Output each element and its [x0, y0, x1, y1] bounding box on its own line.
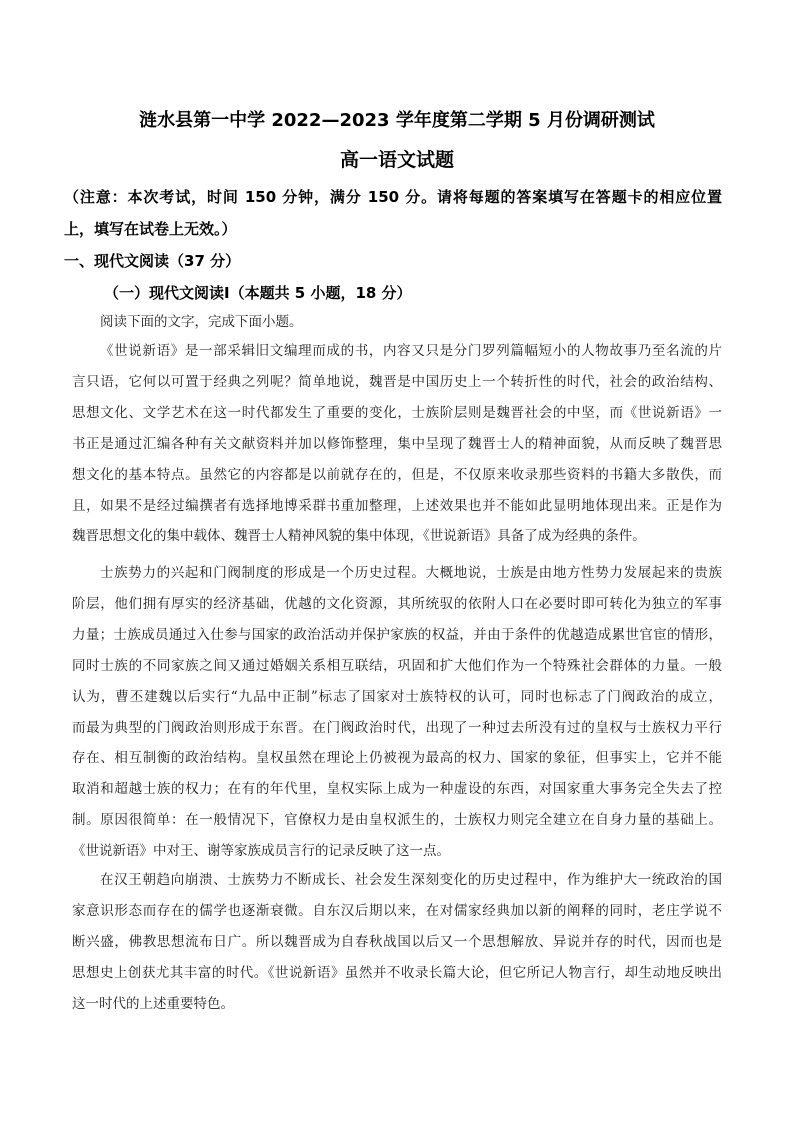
section-heading: 一、现代文阅读（37 分） [64, 252, 241, 270]
paragraph-line: 《世说新语》是一部采辑旧文编理而成的书，内容又只是分门罗列篇幅短小的人物故事乃至名流的片 [100, 343, 722, 359]
paragraph-line: 魏晋思想文化的集中载体、魏晋士人精神风貌的集中体现，《世说新语》具备了成为经典的条件。 [72, 528, 646, 545]
paragraph-line: 思想文化、文学艺术在这一时代都发生了重要的变化，士族阶层则是魏晋社会的中坚，而《世说新语》一 [72, 404, 722, 421]
paragraph-line: 士族势力的兴起和门阀制度的形成是一个历史过程。大概地说，士族是由地方性势力发展起来的贵族 [100, 565, 722, 581]
paragraph-line: 阶层，他们拥有厚实的经济基础，优越的文化资源，其所统驭的依附人口在必要时即可转化为独立的军事 [72, 595, 722, 612]
paragraph-line: 且，如果不是经过编撰者有选择地博采群书重加整理，上述效果也并不能如此显明地体现出来。正是作为 [72, 497, 722, 514]
paragraph-line: 思想史上创获尤其丰富的时代。《世说新语》虽然并不收录长篇大论，但它所记人物言行，却生动地反映出 [72, 964, 722, 981]
paragraph-line: 言只语，它何以可置于经典之列呢？简单地说，魏晋是中国历史上一个转折性的时代，社会的政治结构、 [72, 373, 722, 390]
paragraph-line: 取消和超越士族的权力；在有的年代里，皇权实际上成为一种虚设的东西，对国家重大事务完全失去了控 [72, 781, 722, 798]
paragraph-line: 家意识形态而存在的儒学也逐渐衰微。自东汉后期以来，在对儒家经典加以新的阐释的同时，老庄学说不 [72, 902, 722, 919]
page-subtitle: 高一语文试题 [339, 149, 454, 171]
paragraph-line: 同时士族的不同家族之间又通过婚姻关系相互联结，巩固和扩大他们作为一个特殊社会群体的力量。一般 [72, 657, 722, 674]
paragraph-line: 在汉王朝趋向崩溃、士族势力不断成长、社会发生深刻变化的历史过程中，作为维护大一统政治的国 [100, 872, 722, 888]
page-title: 涟水县第一中学 2022—2023 学年度第二学期 5 月份调研测试 [139, 110, 655, 131]
section-subheading: （一）现代文阅读Ⅰ（本题共 5 小题，18 分） [104, 284, 412, 302]
instruction: 阅读下面的文字，完成下面小题。 [100, 314, 303, 330]
paragraph-line: 断兴盛，佛教思想流布日广。所以魏晋成为自春秋战国以后又一个思想解放、异说并存的时代，因而也是 [72, 933, 722, 950]
paragraph-line: 这一时代的上述重要特色。 [72, 995, 234, 1012]
paragraph-line: 书正是通过汇编各种有关文献资料并加以修饰整理，集中呈现了魏晋士人的精神面貌，从而反映了魏晋思 [72, 435, 722, 452]
notice-line-1: （注意：本次考试，时间 150 分钟，满分 150 分。请将每题的答案填写在答题卡的相应位置 [64, 188, 722, 206]
paragraph-line: 制。原因很简单：在一般情况下，官僚权力是由皇权派生的，士族权力则完全建立在自身力量的基础上。 [72, 812, 722, 829]
notice-line-2: 上，填写在试卷上无效。） [64, 220, 237, 238]
paragraph-line: 力量；士族成员通过入仕参与国家的政治活动并保护家族的权益，并由于条件的优越造成累世官宦的情形， [72, 626, 722, 643]
paragraph-line: 认为，曹丕建魏以后实行“九品中正制”标志了国家对士族特权的认可，同时也标志了门阀政治的成立， [72, 688, 722, 705]
paragraph-line: 而最为典型的门阀政治则形成于东晋。在门阀政治时代，出现了一种过去所没有过的皇权与士族权力平行 [72, 719, 722, 736]
paragraph-line: 《世说新语》中对王、谢等家族成员言行的记录反映了这一点。 [72, 843, 450, 860]
paragraph-line: 想文化的基本特点。虽然它的内容都是以前就存在的，但是，不仅原来收录那些资料的书籍大多散佚，而 [72, 466, 722, 483]
paragraph-line: 存在、相互制衡的政治结构。皇权虽然在理论上仍被视为最高的权力、国家的象征，但事实上，它并不能 [72, 750, 722, 767]
